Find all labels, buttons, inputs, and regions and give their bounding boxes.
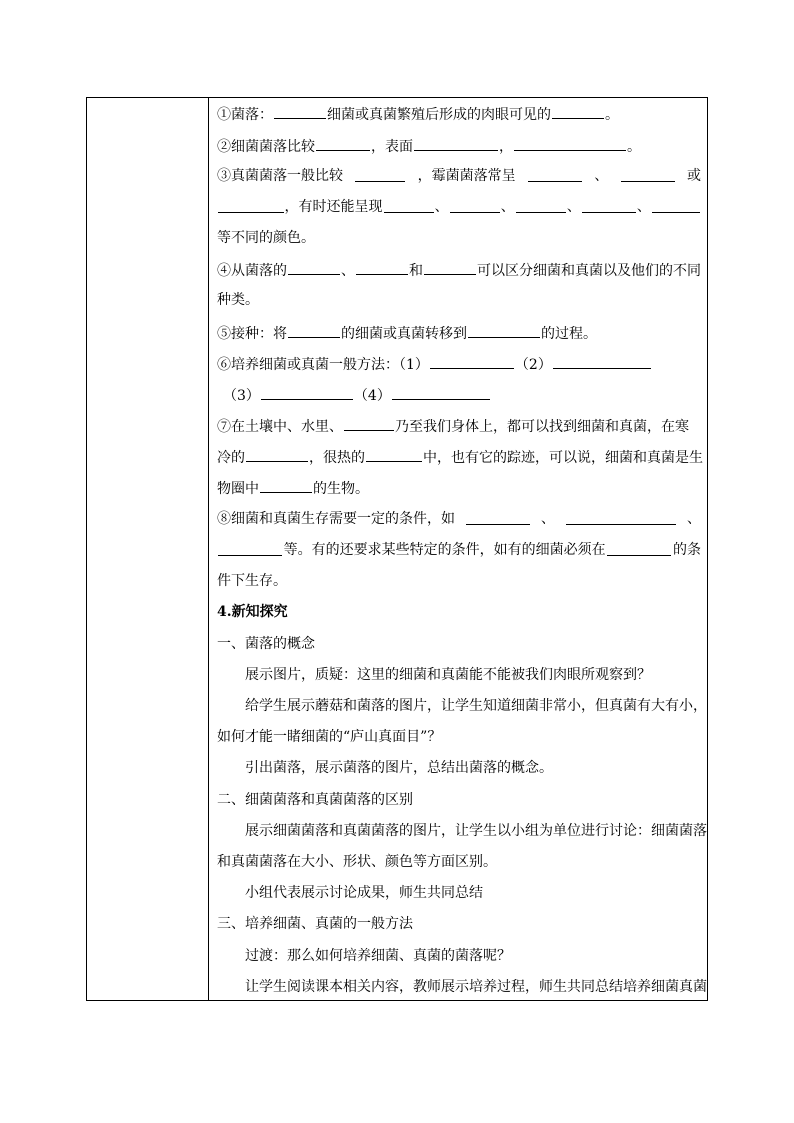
blank[interactable]	[260, 477, 312, 493]
section-heading-4: 4.新知探究	[217, 604, 288, 620]
blank[interactable]	[466, 509, 530, 525]
text: 、	[566, 199, 581, 215]
blank[interactable]	[344, 415, 394, 431]
text: 和	[409, 263, 423, 279]
text: （2）	[514, 357, 552, 373]
text: 的过程。	[541, 326, 597, 342]
text: ②细菌菌落比较	[217, 139, 315, 155]
text: 的条	[672, 542, 701, 558]
subheading-colony-concept: 一、菌落的概念	[217, 636, 315, 652]
blank-line-4	[217, 197, 701, 217]
subheading-culture-method: 三、培养细菌、真菌的一般方法	[217, 916, 413, 932]
blank[interactable]	[261, 384, 353, 400]
text: 。	[627, 139, 641, 155]
blank[interactable]	[430, 353, 514, 369]
blank[interactable]	[450, 197, 500, 213]
text: 乃至我们身体上，都可以找到细菌和真菌，在寒	[395, 419, 689, 435]
blank[interactable]	[566, 509, 676, 525]
blank-line-14	[217, 509, 701, 529]
text: ①菌落：	[217, 107, 273, 123]
text: ⑤接种：将	[217, 326, 287, 342]
text: ③真菌菌落一般比较	[217, 168, 343, 184]
subheading-colony-difference: 二、细菌菌落和真菌菌落的区别	[217, 792, 413, 808]
text: 中，也有它的踪迹，可以说，细菌和真菌是生	[423, 450, 703, 466]
text: ，	[499, 139, 513, 155]
text: ⑧细菌和真菌生存需要一定的条件，如	[217, 511, 455, 527]
blank[interactable]	[552, 103, 604, 119]
blank-line-2	[217, 135, 641, 157]
blank-line-8	[217, 322, 597, 344]
blank[interactable]	[274, 103, 326, 119]
blank[interactable]	[356, 259, 408, 275]
blank-line-5: 等不同的颜色。	[217, 230, 315, 246]
text: ⑥培养细菌或真菌一般方法：（1）	[217, 357, 429, 373]
blank[interactable]	[528, 166, 582, 182]
blank[interactable]	[414, 135, 498, 151]
text: ，很热的	[309, 450, 365, 466]
blank[interactable]	[582, 197, 636, 213]
blank[interactable]	[246, 446, 308, 462]
text: 的细菌或真菌转移到	[341, 326, 467, 342]
text: 、	[636, 199, 651, 215]
blank[interactable]	[553, 353, 651, 369]
blank-line-16: 件下生存。	[217, 573, 287, 589]
blank[interactable]	[621, 166, 675, 182]
blank[interactable]	[652, 197, 700, 213]
blank[interactable]	[424, 259, 476, 275]
paragraph: 和真菌菌落在大小、形状、颜色等方面区别。	[217, 854, 497, 870]
text: ，有时还能呈现	[284, 199, 383, 215]
lesson-table	[86, 97, 708, 1001]
text: 或	[686, 168, 701, 184]
blank-line-1	[217, 103, 619, 125]
blank[interactable]	[392, 384, 490, 400]
blank[interactable]	[607, 540, 671, 556]
blank-line-15	[217, 540, 701, 560]
paragraph: 过渡：那么如何培养细菌、真菌的菌落呢？	[245, 948, 511, 964]
blank[interactable]	[288, 322, 340, 338]
text: ，表面	[371, 139, 413, 155]
text: ，霉菌菌落常呈	[417, 168, 516, 184]
paragraph: 如何才能一睹细菌的“庐山真面目”？	[217, 729, 442, 745]
blank-line-12	[217, 446, 703, 468]
blank-line-3	[217, 166, 701, 186]
text: （4）	[353, 388, 391, 404]
blank[interactable]	[514, 135, 626, 151]
blank-line-13	[217, 477, 369, 499]
paragraph: 展示图片，质疑：这里的细菌和真菌能不能被我们肉眼所观察到？	[245, 667, 651, 683]
blank[interactable]	[366, 446, 422, 462]
blank[interactable]	[316, 135, 370, 151]
text: 的生物。	[313, 481, 369, 497]
text: 细菌或真菌繁殖后形成的肉眼可见的	[327, 107, 551, 123]
paragraph: 小组代表展示讨论成果，师生共同总结	[245, 885, 483, 901]
text: 、	[341, 263, 355, 279]
text: （3）	[223, 388, 260, 404]
text: 、	[687, 511, 701, 527]
text: 、	[434, 199, 449, 215]
blank-line-10	[223, 384, 491, 406]
text: 可以区分细菌和真菌以及他们的不同	[477, 263, 701, 279]
text: ④从菌落的	[217, 263, 287, 279]
blank[interactable]	[516, 197, 566, 213]
paragraph: 让学生阅读课本相关内容，教师展示培养过程，师生共同总结培养细菌真菌	[245, 979, 707, 995]
blank-line-7: 种类。	[217, 292, 259, 308]
text: 冷的	[217, 450, 245, 466]
blank[interactable]	[218, 197, 284, 213]
blank[interactable]	[468, 322, 540, 338]
paragraph: 给学生展示蘑菇和菌落的图片，让学生知道细菌非常小，但真菌有大有小，	[245, 698, 707, 714]
text: 等。有的还要求某些特定的条件，如有的细菌必须在	[283, 542, 606, 558]
table-left-column	[87, 98, 209, 1000]
blank[interactable]	[355, 166, 405, 182]
text: 、	[594, 168, 609, 184]
paragraph: 展示细菌菌落和真菌菌落的图片，让学生以小组为单位进行讨论：细菌菌落	[245, 823, 707, 839]
paragraph: 引出菌落，展示菌落的图片，总结出菌落的概念。	[245, 760, 553, 776]
blank[interactable]	[218, 540, 282, 556]
text: 。	[605, 107, 619, 123]
blank-line-6	[217, 259, 701, 281]
text: 、	[541, 511, 555, 527]
blank-line-11	[217, 415, 689, 437]
blank-line-9	[217, 353, 652, 375]
text: 物圈中	[217, 481, 259, 497]
blank[interactable]	[384, 197, 434, 213]
text: ⑦在土壤中、水里、	[217, 419, 343, 435]
text: 、	[500, 199, 515, 215]
blank[interactable]	[288, 259, 340, 275]
